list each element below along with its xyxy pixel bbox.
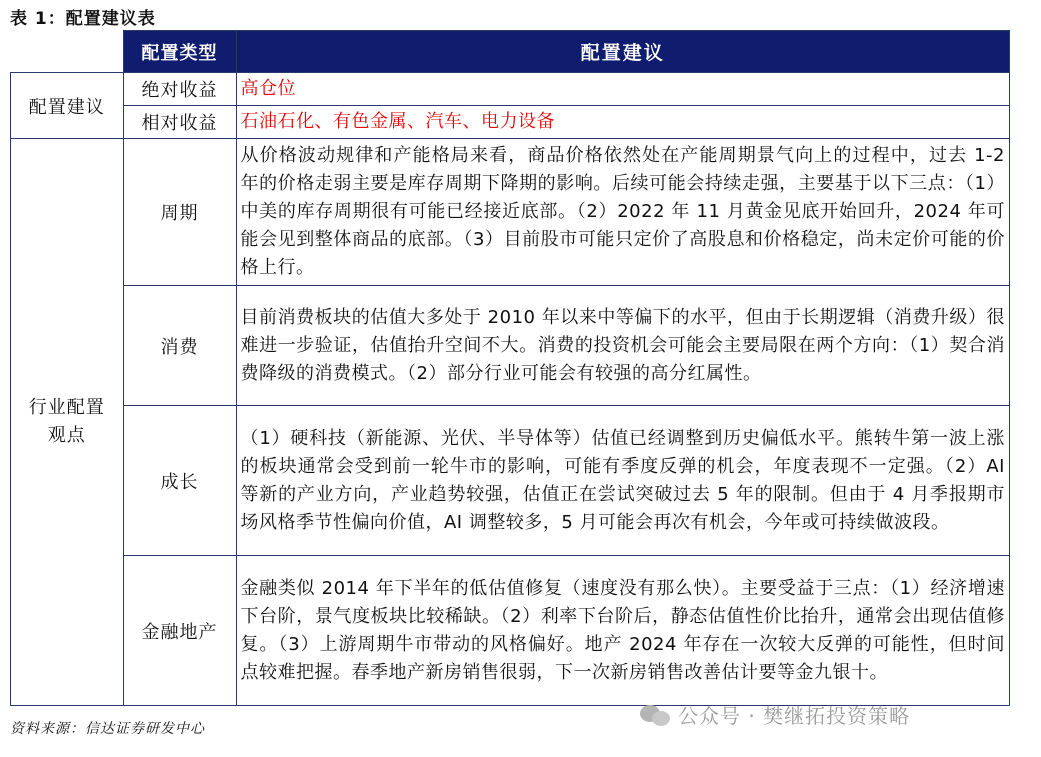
group-label-allocation: 配置建议: [11, 73, 124, 139]
header-advice: 配置建议: [236, 31, 1010, 73]
wechat-icon: [640, 703, 672, 727]
row-type: 绝对收益: [123, 73, 236, 106]
row-type: 金融地产: [123, 556, 236, 706]
source-note: 资料来源：信达证券研发中心: [10, 721, 205, 737]
table-row: [11, 286, 1010, 406]
row-advice: 金融类似 2014 年下半年的低估值修复（速度没有那么快）。主要受益于三点：（1）经济增速下台阶，景气度板块比较稀缺。（2）利率下台阶后，静态估值性价比抬升，通常会出现估值修复。（3）上游周期牛市带动的风格偏好。地产 2024 年存在一次较大反弹的可能性，但时间点较难把握。春季地产新房销售很弱，下一次新房销售改善估计要等金九银十。: [236, 556, 1010, 706]
row-advice: （1）硬科技（新能源、光伏、半导体等）估值已经调整到历史偏低水平。熊转牛第一波上涨的板块通常会受到前一轮牛市的影响，可能有季度反弹的机会，年度表现不一定强。（2）AI 等新的产业方向，产业趋势较强，估值正在尝试突破过去 5 年的限制。但由于 4 月季报期市场风格季节性偏向价值，AI 调整较多，5 月可能会再次有机会，今年或可持续做波段。: [236, 406, 1010, 556]
table-row: [11, 406, 1010, 556]
watermark: [640, 700, 910, 729]
row-type: 成长: [123, 406, 236, 556]
group-label-industry-text: 行业配置观点: [28, 397, 105, 446]
table-row: [11, 556, 1010, 706]
row-advice: 目前消费板块的估值大多处于 2010 年以来中等偏下的水平，但由于长期逻辑（消费升级）很难进一步验证，估值抬升空间不大。消费的投资机会可能会主要局限在两个方向：（1）契合消费降级的消费模式。（2）部分行业可能会有较强的高分红属性。: [236, 286, 1010, 406]
row-advice: 石油石化、有色金属、汽车、电力设备: [236, 106, 1010, 139]
table-title: 表 1：配置建议表: [10, 9, 156, 29]
group-label-industry: [11, 139, 124, 706]
row-type: 相对收益: [123, 106, 236, 139]
row-type: 周期: [123, 139, 236, 286]
table-row: [11, 106, 1010, 139]
table-row: [11, 139, 1010, 286]
header-empty-cell: [11, 31, 124, 73]
row-type: 消费: [123, 286, 236, 406]
header-type: 配置类型: [123, 31, 236, 73]
row-advice: 高仓位: [236, 73, 1010, 106]
row-advice: 从价格波动规律和产能格局来看，商品价格依然处在产能周期景气向上的过程中，过去 1-2 年的价格走弱主要是库存周期下降期的影响。后续可能会持续走强，主要基于以下三点：（1）中美的库存周期很有可能已经接近底部。（2）2022 年 11 月黄金见底开始回升，2024 年可能会见到整体商品的底部。（3）目前股市可能只定价了高股息和价格稳定，尚未定价可能的价格上行。: [236, 139, 1010, 286]
header-row: [11, 31, 1010, 73]
watermark-text: 公众号 · 樊继拓投资策略: [678, 704, 911, 728]
table-row: [11, 73, 1010, 106]
allocation-table: [10, 30, 1010, 706]
